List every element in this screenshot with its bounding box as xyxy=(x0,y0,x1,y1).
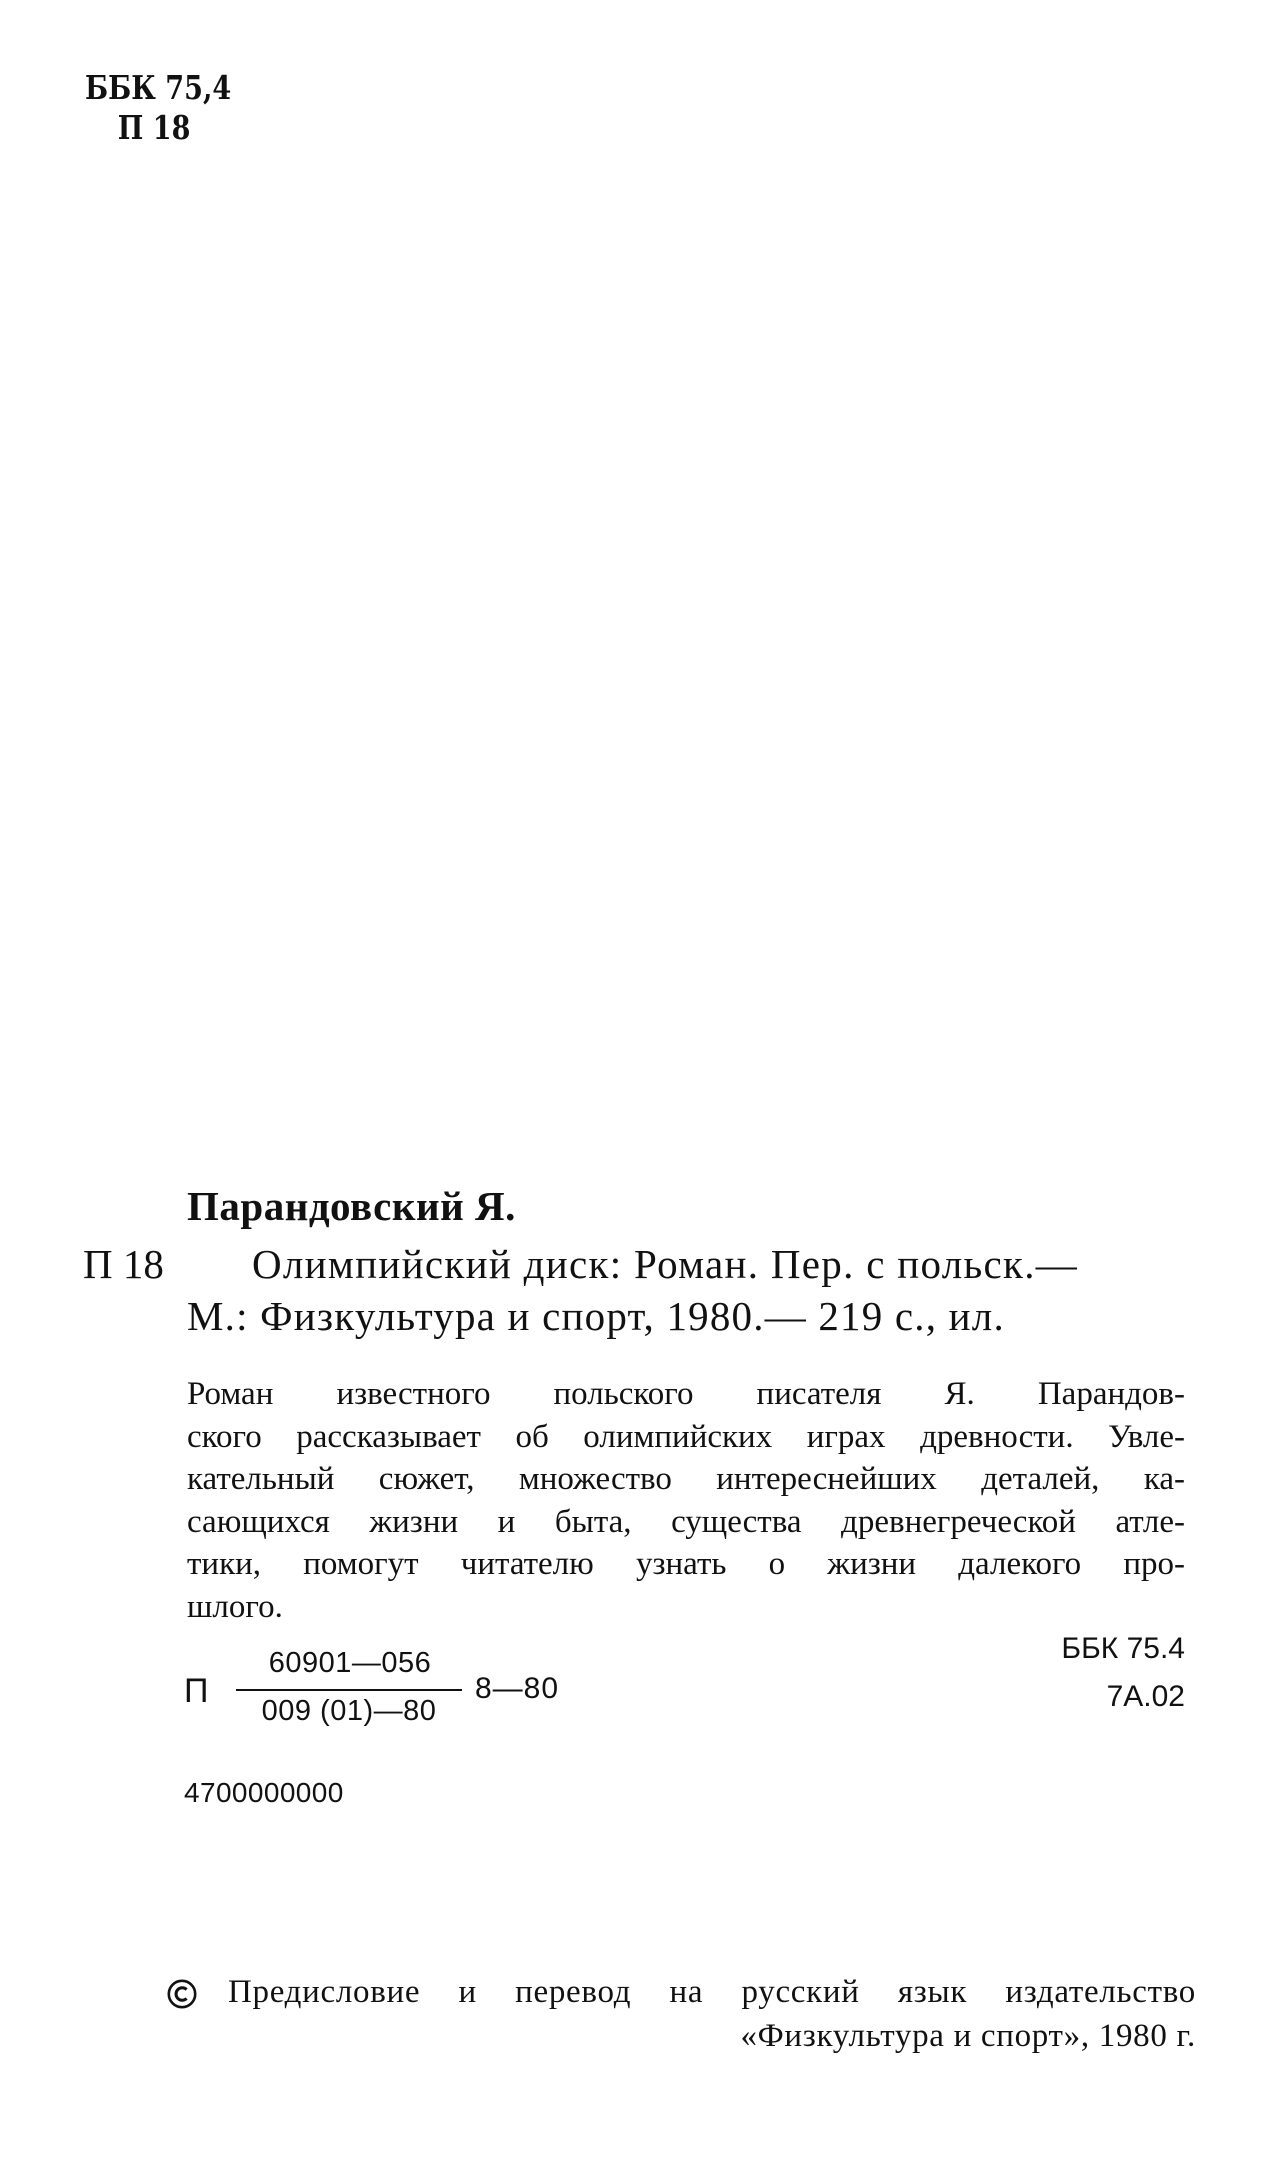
classification-codes xyxy=(1061,1625,1185,1721)
copyright-notice xyxy=(228,1970,1196,2058)
annotation-line: сающихся жизни и быта, существа древнегреческой атле- xyxy=(187,1503,1185,1540)
annotation-line: тики, помогут читателю узнать о жизни далекого про- xyxy=(187,1546,1185,1582)
annotation-line: шлого. xyxy=(187,1588,283,1625)
index-numerator: 60901—056 xyxy=(268,1647,432,1679)
bbk-code: ББК 75.4 xyxy=(1061,1632,1185,1665)
classification-code: 7А.02 xyxy=(1106,1680,1185,1713)
title-line: Олимпийский диск: Роман. Пер. с польск.— xyxy=(252,1241,1079,1287)
annotation-line: Роман известного польского писателя Я. Парандов- xyxy=(187,1376,1185,1412)
index-denominator: 009 (01)—80 xyxy=(261,1695,437,1727)
annotation-line: ского рассказывает об олимпийских играх древности. Увле- xyxy=(187,1418,1185,1455)
copyright-icon xyxy=(167,1979,197,2009)
call-sign: П 18 xyxy=(83,1241,164,1287)
copyright-line-1: Предисловие и перевод на русский язык издательство xyxy=(228,1974,1196,2010)
copyright-line-2: «Физкультура и спорт», 1980 г. xyxy=(740,2018,1196,2054)
author-name: Парандовский Я. xyxy=(187,1183,516,1229)
index-letter: П xyxy=(184,1672,209,1710)
fraction-bar xyxy=(236,1689,462,1691)
imprint-line: М.: Физкультура и спорт, 1980.— 219 с., ил. xyxy=(187,1293,1005,1339)
publication-number: 4700000000 xyxy=(184,1777,344,1808)
author-mark-top: П 18 xyxy=(117,108,191,147)
header-codes xyxy=(85,68,231,148)
annotation-line: кательный сюжет, множество интереснейших деталей, ка- xyxy=(187,1461,1185,1497)
index-suffix: 8—80 xyxy=(475,1672,560,1705)
bbk-code-top: ББК 75,4 xyxy=(85,68,232,107)
annotation-paragraph xyxy=(187,1373,1185,1628)
